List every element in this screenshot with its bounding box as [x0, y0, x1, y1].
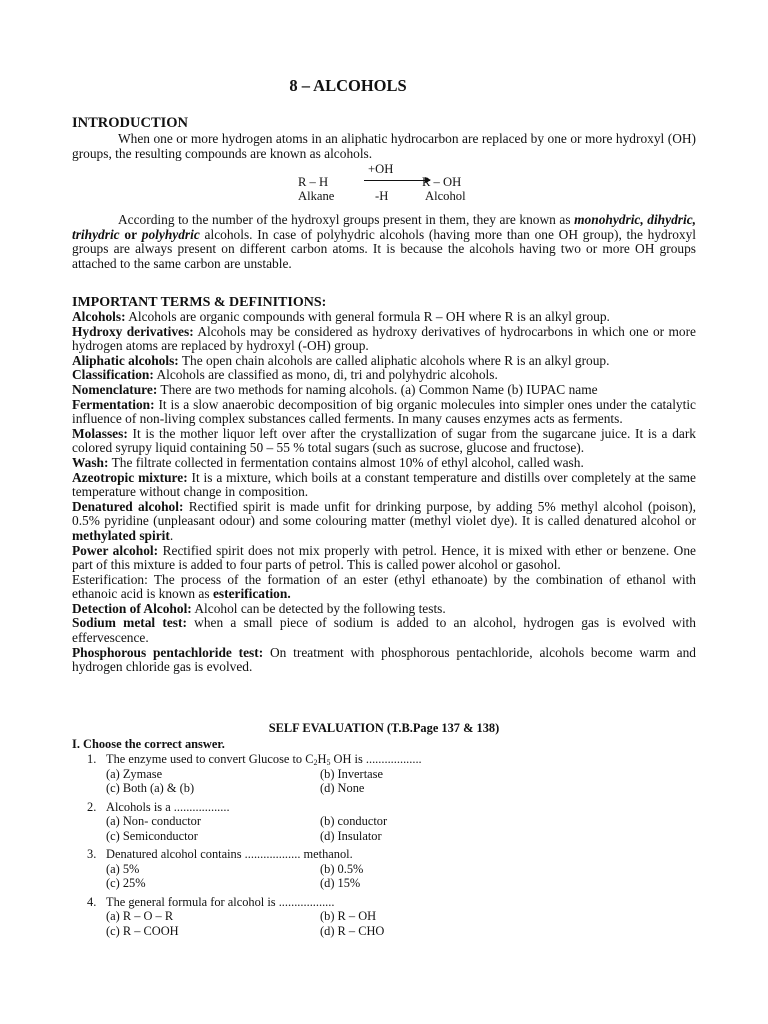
term-label: Phosphorous pentachloride test:: [72, 644, 264, 660]
term-label: Detection of Alcohol:: [72, 600, 192, 616]
term-entry: [72, 310, 696, 325]
option-a: (a) Non- conductor: [106, 814, 201, 829]
para2-lead: According to the number of the hydroxyl groups present in them, they are known as: [118, 212, 571, 227]
option-c: (c) 25%: [106, 876, 146, 891]
option-b: (b) conductor: [320, 814, 388, 829]
term-entry: [72, 325, 696, 354]
term-definition: Alcohol can be detected by the following tests.: [194, 600, 446, 616]
term-tail: .: [169, 527, 174, 543]
term-label: Sodium metal test:: [72, 615, 187, 631]
question-number: 4.: [87, 894, 97, 909]
question-text-part: The enzyme used to convert Glucose to C: [106, 752, 314, 766]
subscript: 5: [326, 758, 331, 767]
term-definition: when a small piece of sodium is added to an alcohol, hydrogen gas is evolved with effervescence.: [72, 615, 696, 646]
para2-or: or: [124, 226, 138, 242]
term-definition: It is a slow anaerobic decomposition of big organic molecules into simpler ones under the catalytic influence of non-living complex substances called ferments. In many causes enzymes acts as ferments.: [72, 396, 696, 427]
question-text: Alcohols is a ..................: [106, 799, 230, 814]
option-c: (c) Both (a) & (b): [106, 781, 195, 796]
term-label: Alcohols:: [72, 309, 126, 324]
reactant-label: Alkane: [298, 189, 335, 203]
term-definition: It is a mixture, which boils at a constant temperature and distills over completely at the same temperature without change in composition.: [72, 469, 696, 500]
option-d: (d) 15%: [320, 876, 361, 891]
term-label: Aliphatic alcohols:: [72, 352, 179, 368]
reactant: R – H: [298, 175, 329, 189]
answer-options: [106, 909, 696, 938]
answer-options: [106, 767, 696, 796]
self-evaluation-heading: SELF EVALUATION (T.B.Page 137 & 138): [268, 721, 500, 735]
term-entry: [72, 398, 696, 427]
question-number: 1.: [87, 752, 97, 766]
product: R – OH: [422, 175, 462, 189]
subscript: 2: [313, 758, 318, 767]
option-b: (b) Invertase: [320, 766, 383, 781]
term-definition: Rectified spirit is made unfit for drinking purpose, by adding 5% methyl alcohol (poison), 0.5% pyridine (unpleasant odour) and some colouring matter (methyl violet dye). It is called denatured alcohol or: [72, 498, 696, 529]
term-label: Azeotropic mixture:: [72, 469, 188, 485]
term-label: Hydroxy derivatives:: [72, 323, 194, 339]
question-item: [72, 895, 696, 939]
term-definition: The filtrate collected in fermentation contains almost 10% of ethyl alcohol, called wash.: [111, 454, 584, 470]
term-entry: [72, 471, 696, 500]
question-text: Denatured alcohol contains .................. methanol.: [106, 847, 353, 862]
terms-heading: IMPORTANT TERMS & DEFINITIONS:: [72, 295, 327, 310]
classification-paragraph: [72, 213, 696, 271]
question-text-part: OH is ..................: [330, 752, 422, 766]
option-a: (a) 5%: [106, 861, 140, 876]
answer-options: [106, 814, 696, 843]
option-d: (d) None: [320, 781, 365, 796]
term-entry: [72, 646, 696, 675]
option-c: (c) R – COOH: [106, 923, 179, 938]
term-entry: [72, 573, 696, 602]
term-definition: Alcohols are classified as mono, di, tri and polyhydric alcohols.: [156, 367, 498, 383]
question-number: 3.: [87, 847, 97, 862]
term-entry: [72, 427, 696, 456]
term-definition: Alcohols may be considered as hydroxy derivatives of hydrocarbons in which one or more hydrogen atoms are replaced by hydroxyl (-OH) group.: [72, 323, 696, 354]
removed-label: -H: [375, 189, 389, 203]
para2-poly: polyhydric: [141, 226, 200, 242]
term-label: Fermentation:: [72, 396, 155, 412]
term-label: Molasses:: [72, 425, 128, 441]
term-definition: Alcohols are organic compounds with general formula R – OH where R is an alkyl group.: [128, 309, 610, 324]
reagent-label: +OH: [368, 162, 394, 176]
terms-list: [72, 310, 696, 675]
term-label: Classification:: [72, 367, 154, 383]
introduction-heading: INTRODUCTION: [72, 115, 189, 131]
question-number: 2.: [87, 799, 97, 814]
option-a: (a) R – O – R: [106, 909, 174, 924]
term-label: Denatured alcohol:: [72, 498, 184, 514]
term-definition: On treatment with phosphorous pentachloride, alcohols become warm and hydrogen chloride gas is evolved.: [72, 644, 696, 675]
option-c: (c) Semiconductor: [106, 828, 198, 843]
option-a: (a) Zymase: [106, 766, 163, 781]
question-text: [106, 752, 696, 767]
term-label: Nomenclature:: [72, 381, 158, 397]
page-title: 8 – ALCOHOLS: [289, 76, 407, 95]
term-definition: It is the mother liquor left over after the crystallization of sugar from the sugarcane juice. It is a dark colored syrupy liquid containing 50 – 55 % total sugars (such as sucrose, glucose and fructose).: [72, 425, 696, 456]
question-item: [72, 847, 696, 891]
question-item: [72, 800, 696, 844]
para2-rest: alcohols. In case of polyhydric alcohols (having more than one OH group), the hydroxyl groups are always present on different carbon atoms. It is because the alcohols having two or more OH groups attached to the same carbon are unstable.: [72, 226, 696, 271]
answer-options: [106, 862, 696, 891]
term-entry: [72, 354, 696, 369]
introduction-paragraph: When one or more hydrogen atoms in an aliphatic hydrocarbon are replaced by one or more hydroxyl (OH) groups, the resulting compounds are known as alcohols.: [72, 131, 696, 161]
para2-types: monohydric, dihydric, trihydric: [72, 212, 696, 242]
term-definition: Rectified spirit does not mix properly with petrol. Hence, it is mixed with ether or benzene. One part of this mixture is added to four parts of petrol. This is called power alcohol or gasohol.: [72, 542, 696, 573]
term-entry: [72, 456, 696, 471]
term-emphasis: methylated spirit: [72, 527, 170, 543]
term-label: Power alcohol:: [72, 542, 159, 558]
term-entry: [72, 544, 696, 573]
question-list: [72, 752, 696, 942]
option-b: (b) 0.5%: [320, 861, 364, 876]
term-entry: [72, 500, 696, 544]
question-item: [72, 752, 696, 796]
option-d: (d) Insulator: [320, 828, 382, 843]
term-definition: Esterification: The process of the formation of an ester (ethyl ethanoate) by the combination of ethanol with ethanoic acid is known as: [72, 571, 696, 602]
term-entry: [72, 383, 696, 398]
reaction-arrow: [364, 180, 430, 181]
product-label: Alcohol: [425, 189, 466, 203]
question-text-part: H: [317, 752, 327, 766]
option-d: (d) R – CHO: [320, 923, 385, 938]
question-text: The general formula for alcohol is ..................: [106, 894, 335, 909]
term-definition: There are two methods for naming alcohols. (a) Common Name (b) IUPAC name: [160, 381, 598, 397]
option-b: (b) R – OH: [320, 909, 377, 924]
term-label: Wash:: [72, 454, 109, 470]
term-entry: [72, 368, 696, 383]
reaction-equation: [72, 160, 696, 204]
term-entry: [72, 616, 696, 645]
term-entry: [72, 602, 696, 617]
term-definition: The open chain alcohols are called aliphatic alcohols where R is an alkyl group.: [181, 352, 610, 368]
section-instruction: I. Choose the correct answer.: [72, 737, 225, 751]
term-emphasis: esterification.: [212, 586, 291, 602]
